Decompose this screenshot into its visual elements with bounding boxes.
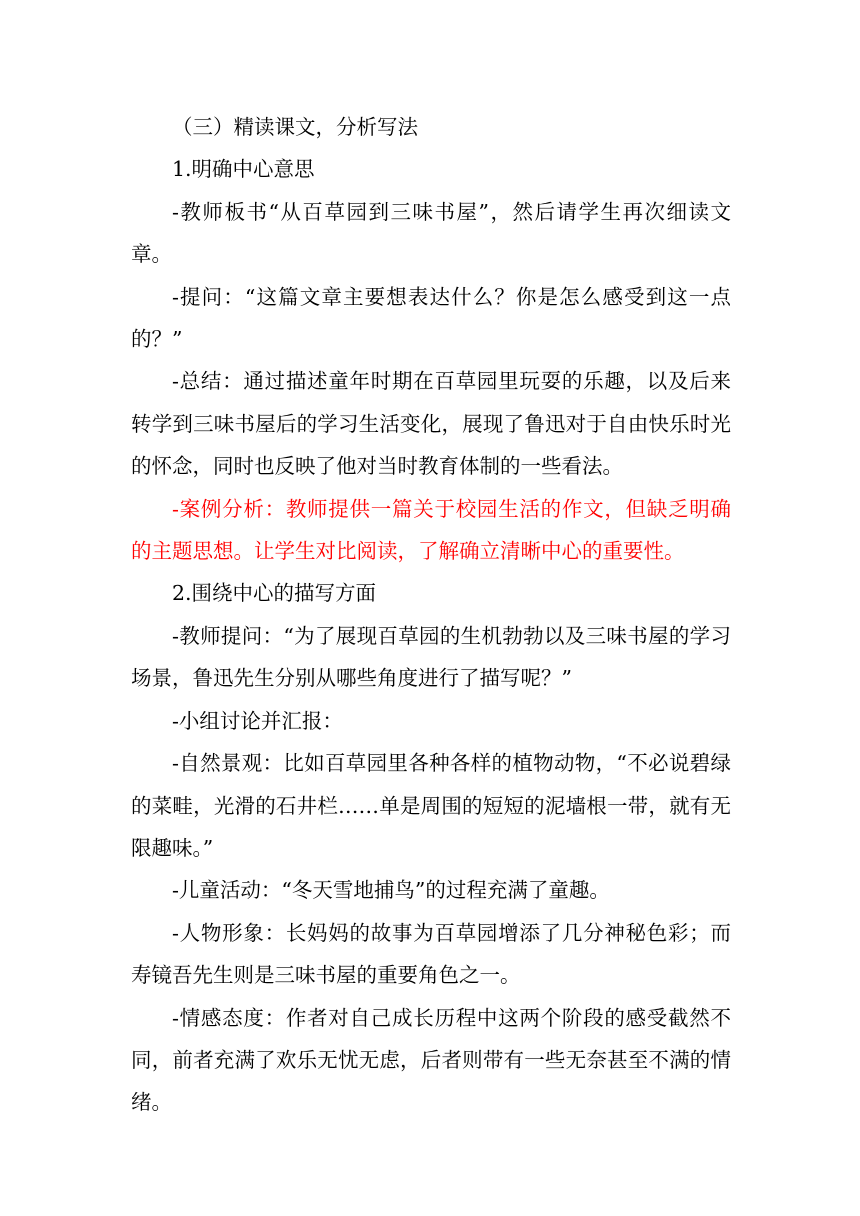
paragraph-emotional-attitude: -情感态度：作者对自己成长历程中这两个阶段的感受截然不同，前者充满了欢乐无忧无虑，后者则带有一些无奈甚至不满的情绪。 [131,1005,731,1115]
paragraph-character-images: -人物形象：长妈妈的故事为百草园增添了几分神秘色彩；而寿镜吾先生则是三味书屋的重要角色之一。 [131,920,731,988]
paragraph-teacher-question: -教师提问：“为了展现百草园的生机勃勃以及三味书屋的学习场景，鲁迅先生分别从哪些角度进行了描写呢？” [131,623,731,691]
subheading-description-aspects: 2.围绕中心的描写方面 [172,581,377,606]
paragraph-teacher-board: -教师板书“从百草园到三味书屋”，然后请学生再次细读文章。 [131,199,731,267]
section-heading: （三）精读课文，分析写法 [172,115,418,139]
paragraph-summary: -总结：通过描述童年时期在百草园里玩耍的乐趣，以及后来转学到三味书屋后的学习生活变化，展现了鲁迅对于自由快乐时光的怀念，同时也反映了他对当时教育体制的一些看法。 [131,369,731,479]
document-body [131,106,731,1124]
paragraph-natural-scenery: -自然景观：比如百草园里各种各样的植物动物，“不必说碧绿的菜畦，光滑的石井栏……单是周围的短短的泥墙根一带，就有无限趣味。” [131,751,731,860]
paragraph-question: -提问：“这篇文章主要想表达什么？你是怎么感受到这一点的？” [131,284,731,352]
paragraph-children-activities: -儿童活动：“冬天雪地捕鸟”的过程充满了童趣。 [172,878,610,903]
subheading-center-idea: 1.明确中心意思 [172,157,315,182]
paragraph-group-discussion: -小组讨论并汇报： [172,708,343,733]
paragraph-case-analysis: -案例分析：教师提供一篇关于校园生活的作文，但缺乏明确的主题思想。让学生对比阅读，了解确立清晰中心的重要性。 [131,496,731,564]
